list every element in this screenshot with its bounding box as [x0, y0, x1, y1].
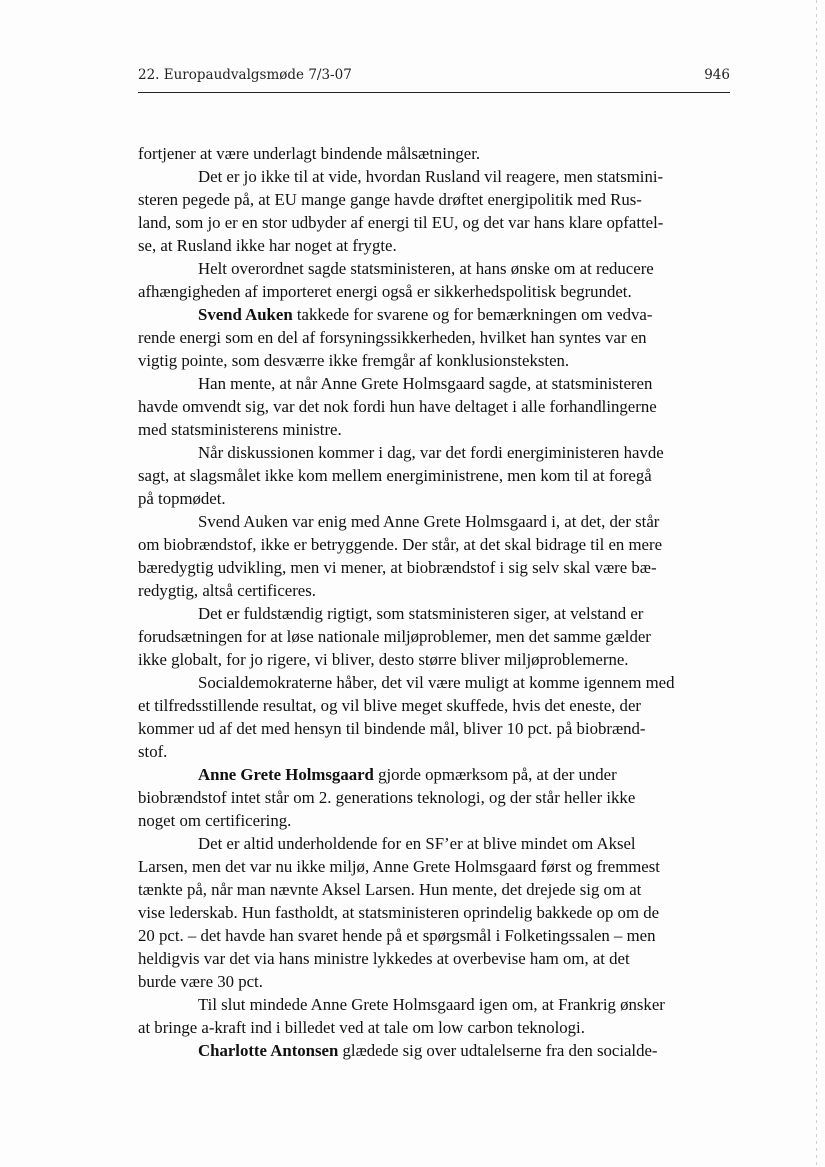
speaker-name: Svend Auken: [198, 305, 293, 324]
text-line: noget om certificering.: [138, 811, 292, 830]
text-line: Svend Auken var enig med Anne Grete Holmsgaard i, at det, der står: [198, 512, 660, 531]
text-line: at bringe a-kraft ind i billedet ved at tale om low carbon teknologi.: [138, 1018, 585, 1037]
text-line: se, at Rusland ikke har noget at frygte.: [138, 236, 397, 255]
text-line: ikke globalt, for jo rigere, vi bliver, desto større bliver miljøproblemerne.: [138, 650, 629, 669]
document-body: [138, 142, 730, 1062]
text-line: havde omvendt sig, var det nok fordi hun have deltaget i alle forhandlingerne: [138, 397, 657, 416]
text-line: stof.: [138, 742, 168, 761]
text-line: Socialdemokraterne håber, det vil være muligt at komme igennem med: [198, 673, 675, 692]
text-line: forudsætningen for at løse nationale miljøproblemer, men det samme gælder: [138, 627, 651, 646]
text-line: burde være 30 pct.: [138, 972, 263, 991]
speaker-name: Charlotte Antonsen: [198, 1041, 339, 1060]
page-header: [138, 64, 730, 93]
text-line: Når diskussionen kommer i dag, var det fordi energiministeren havde: [198, 443, 664, 462]
speaker-name: Anne Grete Holmsgaard: [198, 765, 374, 784]
text-line: steren pegede på, at EU mange gange havde drøftet energipolitik med Rus-: [138, 190, 642, 209]
text-line: Det er jo ikke til at vide, hvordan Rusland vil reagere, men statsmini-: [198, 167, 664, 186]
text-line: biobrændstof intet står om 2. generations teknologi, og der står heller ikke: [138, 788, 636, 807]
text-line: tænkte på, når man nævnte Aksel Larsen. Hun mente, det drejede sig om at: [138, 880, 642, 899]
text-line: [138, 303, 730, 326]
text-line: sagt, at slagsmålet ikke kom mellem energiministrene, men kom til at foregå: [138, 466, 652, 485]
text-line: Helt overordnet sagde statsministeren, at hans ønske om at reducere: [198, 259, 654, 278]
page-number: 946: [704, 67, 730, 83]
text-line: vise lederskab. Hun fastholdt, at statsministeren oprindelig bakkede op om de: [138, 903, 660, 922]
text-line: heldigvis var det via hans ministre lykkedes at overbevise ham om, at det: [138, 949, 630, 968]
speaker-text: takkede for svarene og for bemærkningen om vedva-: [292, 305, 653, 324]
text-line: [138, 763, 730, 786]
text-line: et tilfredsstillende resultat, og vil blive meget skuffede, hvis det eneste, der: [138, 696, 641, 715]
scan-edge-line: [816, 0, 817, 1167]
text-line: fortjener at være underlagt bindende målsætninger.: [138, 144, 481, 163]
text-line: 20 pct. – det havde han svaret hende på et spørgsmål i Folketingssalen – men: [138, 926, 656, 945]
text-line: Han mente, at når Anne Grete Holmsgaard sagde, at statsministeren: [198, 374, 653, 393]
text-line: med statsministerens ministre.: [138, 420, 342, 439]
text-line: vigtig pointe, som desværre ikke fremgår af konklusionsteksten.: [138, 351, 570, 370]
text-line: om biobrændstof, ikke er betryggende. Der står, at det skal bidrage til en mere: [138, 535, 663, 554]
text-line: bæredygtig udvikling, men vi mener, at biobrændstof i sig selv skal være bæ-: [138, 558, 657, 577]
text-line: kommer ud af det med hensyn til bindende mål, bliver 10 pct. på biobrænd-: [138, 719, 646, 738]
speaker-text: glædede sig over udtalelserne fra den socialde-: [338, 1041, 658, 1060]
text-line: på topmødet.: [138, 489, 226, 508]
text-line: Det er fuldstændig rigtigt, som statsministeren siger, at velstand er: [198, 604, 644, 623]
text-line: afhængigheden af importeret energi også er sikkerhedspolitisk begrundet.: [138, 282, 632, 301]
text-line: land, som jo er en stor udbyder af energi til EU, og det var hans klare opfattel-: [138, 213, 664, 232]
text-line: rende energi som en del af forsyningssikkerheden, hvilket han syntes var en: [138, 328, 647, 347]
document-title: 22. Europaudvalgsmøde 7/3-07: [138, 67, 352, 83]
text-line: redygtig, altså certificeres.: [138, 581, 316, 600]
text-line: Til slut mindede Anne Grete Holmsgaard igen om, at Frankrig ønsker: [198, 995, 665, 1014]
text-line: Det er altid underholdende for en SF’er at blive mindet om Aksel: [198, 834, 636, 853]
text-line: Larsen, men det var nu ikke miljø, Anne Grete Holmsgaard først og fremmest: [138, 857, 660, 876]
speaker-text: gjorde opmærksom på, at der under: [373, 765, 617, 784]
text-line: [138, 1039, 730, 1062]
